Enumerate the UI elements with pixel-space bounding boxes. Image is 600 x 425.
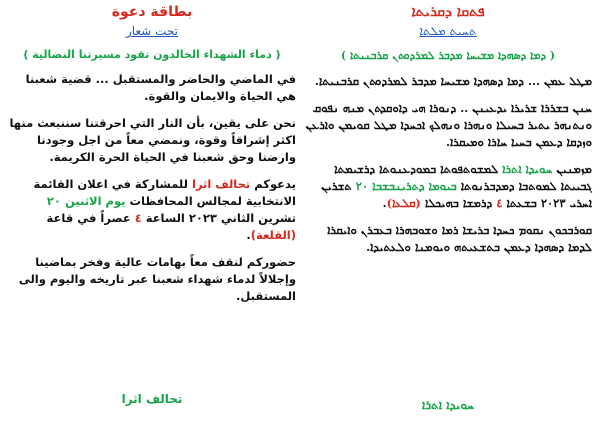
syriac-event-hall: (ܩܠܥܐ): [386, 196, 421, 210]
syriac-paragraph-1: ܡܛܠ ܥܡܢ ... ܕܡܐ ܕܣܗܕܐ ܡܫܝܚܐ ܡܕܒܪ ܠܡܪܕܘܬܢ ܩܪܒܢܝܬܐ.: [314, 74, 592, 88]
syriac-party-name: ܚܘܝܕܐ ܐܬܪܐ: [502, 162, 553, 176]
arabic-event-hour: ٤: [134, 211, 142, 225]
syriac-title: ܦܬܩܐ ܕܩܪܝܬܐ: [411, 4, 485, 20]
syriac-event-hour: ٤: [496, 196, 503, 210]
syriac-p3-e: .: [382, 196, 387, 210]
arabic-title: بطاقة دعوة: [111, 4, 193, 20]
syriac-slogan: ( ܕܡܐ ܕܣܗܕܐ ܡܫܝܚܐ ܡܕܒܪ ܠܡܪܕܘܬܢ ܩܪܒܢܝܬܐ ): [340, 49, 556, 62]
arabic-subtitle: تحت شعار: [126, 24, 178, 38]
arabic-paragraph-1: في الماضي والحاضر والمستقبل ... قضية شعبنا هي الحياة والايمان والقوة.: [25, 72, 296, 103]
arabic-party-name: تحالف اثرا: [191, 177, 251, 191]
arabic-paragraph-2: نحن على يقين، بأن النار التي احرقتنا سننبعث منها اكثر إشراقاً وقوة، ونمضي معاً من اجل وجودنا وارضنا وحق شعبنا في الحياة الحرة الكريمة.: [9, 116, 296, 164]
arabic-p3-b: للمشاركة في اعلان القائمة الانتخابية لمجالس المحافظات: [33, 177, 296, 208]
arabic-event-day: يوم الاثنين ٢٠: [46, 194, 126, 208]
syriac-p3-d: ܕܪܡܫܐ ܒܗܝܟܠܐ: [420, 196, 497, 210]
arabic-p3-c: تشرين الثاني ٢٠٢٣ الساعة: [141, 211, 296, 225]
syriac-p3-b: ܠܡܫܘܬܦܘܬܐ ܒܡܘܕܥܢܘܬܐ ܕܪܫܝܡܬܐ ܓܒܝܝܬܐ ܠܡܘܬܒܐ ܕܡܕܒܪܢܘܬܐ: [334, 162, 592, 193]
syriac-p3-c: ܬܫܪܝܢ ܐܚܪܝ ٢٠٢٣ ܒܫܥܬܐ: [321, 179, 592, 210]
syriac-paragraph-4: ܩܘܪܒܟܘܢ ܢܩܘܡ ܟܚܕܐ ܒܪܝܫܐ ܪܡܐ ܘܫܘܒܗܪܐ ܒܥܒܪܢ ܘܐܝܩܪܐ ܠܕܡܐ ܕܣܗܕܐ ܕܥܡܢ ܒܬܫܥܝܬܗ ܘܝܘܡܢܐ ܘܠܥܬܝܕܐ.: [327, 223, 592, 254]
arabic-p3-d: عصراً في قاعة: [46, 211, 135, 225]
arabic-p3-a: يدعوكم: [250, 177, 296, 191]
arabic-slogan: ( دماء الشهداء الخالدون تقود مسيرتنا النضالية ): [23, 48, 281, 61]
arabic-paragraph-3: [8, 176, 296, 244]
syriac-paragraph-3: [304, 161, 592, 212]
syriac-column: [304, 0, 592, 425]
arabic-column: [8, 0, 296, 425]
arabic-signature: تحالف اثرا: [121, 392, 183, 406]
syriac-subtitle: ܬܚܝܬ ܡܠܬܐ: [419, 24, 477, 38]
syriac-event-day: ܒܝܘܡܐ ܕܬܪܝܢܒܫܒܐ ٢٠: [355, 179, 457, 193]
arabic-p3-e: .: [246, 228, 251, 242]
syriac-signature: ܚܘܝܕܐ ܐܬܪܐ: [421, 398, 475, 412]
syriac-p3-a: ܡܙܡܢܝܢ: [552, 162, 592, 176]
syriac-paragraph-2: ܚܢܢ ܒܫܪܪܐ ܫܪܝܪܐ ܝܕܥܝܢܢ .. ܕܢܘܪܐ ܗܝ ܕܐܘܩܕܬܢ ܡܢܗ ܢܦܘܩ ܘܢܬܢܗܪ ܝܬܝܪ ܒܚܝܠܐ ܘܢܗܪܐ ܘܢܗܠܟ ܐܟܚܕܐ ܡܛܠ ܩܘܝܡܢ ܘܐܪܥܢ ܘܙܕܩܐ ܕܥܡܢ ܒܚܝܐ ܚܐܪܐ ܘܡܝܩܪܐ.: [305, 101, 592, 149]
arabic-paragraph-4: حضوركم لنقف معاً بهامات عالية وفخر بماضينا وإجلالاً لدماء شهداء شعبنا عبر تاريخه واليوم والى المستقبل.: [18, 255, 296, 303]
arabic-event-hall: (القلعة): [250, 228, 296, 242]
